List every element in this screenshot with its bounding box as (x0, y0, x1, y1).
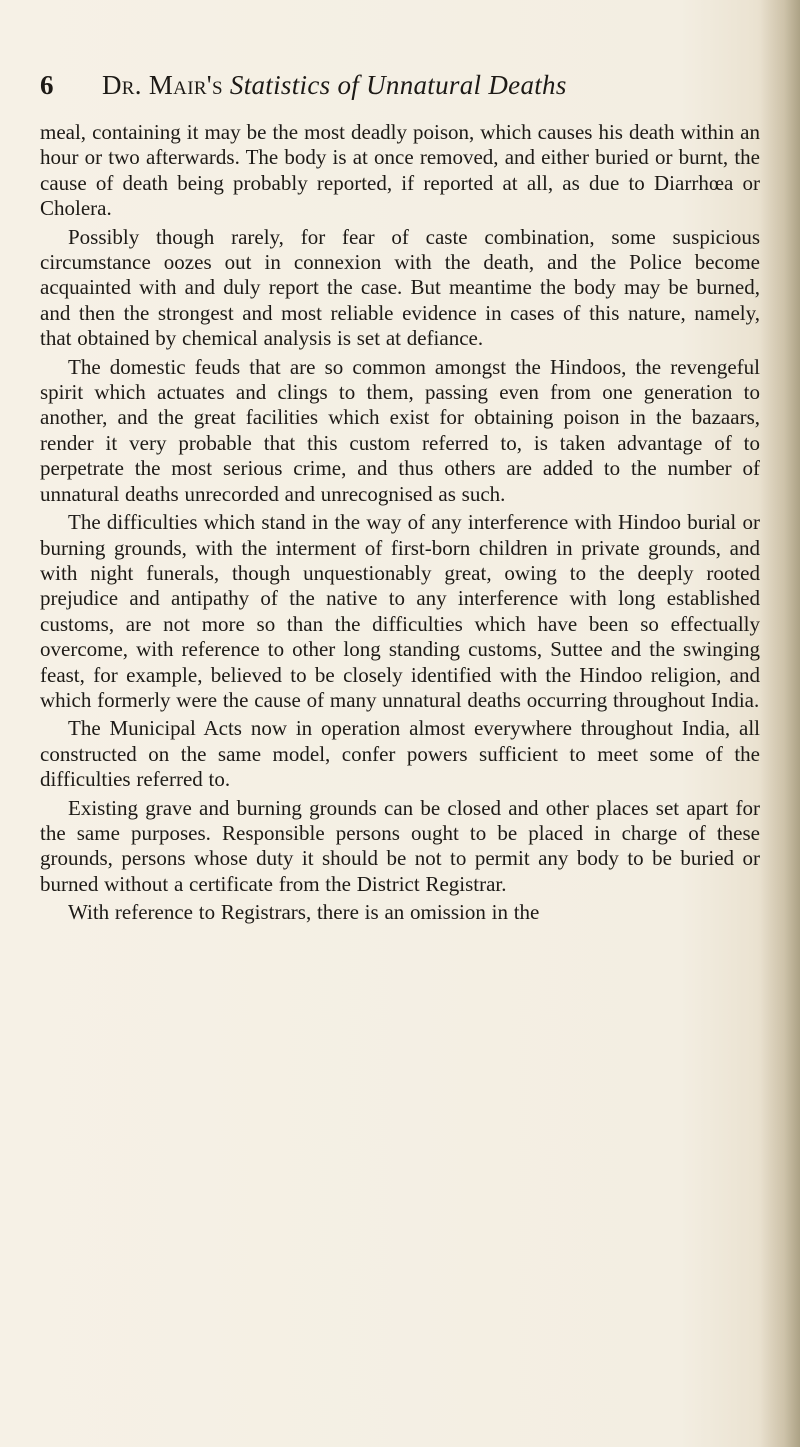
paragraph-1: meal, containing it may be the most deadly poison, which causes his death within an hour or two afterwards. The body is at once removed, and either buried or burnt, the cause of death being probably reported, if reported at all, as due to Diarrhœa or Cholera. (40, 120, 760, 221)
paragraph-4: The difficulties which stand in the way of any interference with Hindoo burial or burning grounds, with the interment of first-born children in private grounds, and with night funerals, though unquestionably great, owing to the deeply rooted prejudice and antipathy of the native to any interference with long established customs, are not more so than the difficulties which have been so effectually overcome, with reference to other long standing customs, Suttee and the swinging feast, for example, believed to be closely identified with the Hindoo religion, and which formerly were the cause of many unnatural deaths occurring throughout India. (40, 510, 760, 712)
running-head (102, 70, 567, 101)
paragraph-7: With reference to Registrars, there is an omission in the (68, 900, 540, 925)
running-head-title: Statistics of Unnatural Deaths (229, 70, 567, 100)
paragraph-3: The domestic feuds that are so common amongst the Hindoos, the revengeful spirit which actuates and clings to them, passing even from one generation to another, and the great facilities which exist for obtaining poison in the bazaars, render it very probable that this custom referred to, is taken advantage of to perpetrate the most serious crime, and thus others are added to the number of unnatural deaths unrecorded and unrecognised as such. (40, 354, 760, 506)
page-header (40, 70, 770, 110)
page-edge-shadow (760, 0, 800, 1447)
paragraph-2: Possibly though rarely, for fear of caste combination, some suspicious circumstance oozes out in connexion with the death, and the Police become acquainted with and duly report the case. But meantime the body may be burned, and then the strongest and most reliable evidence in cases of this nature, namely, that obtained by chemical analysis is set at defiance. (40, 224, 760, 351)
paragraph-6: Existing grave and burning grounds can be closed and other places set apart for the same purposes. Responsible persons ought to be placed in charge of these grounds, persons whose duty it should be not to permit any body to be buried or burned without a certificate from the District Registrar. (40, 795, 760, 896)
paragraph-5: The Municipal Acts now in operation almost everywhere throughout India, all constructed on the same model, confer powers sufficient to meet some of the difficulties referred to. (40, 716, 760, 792)
body-text (40, 120, 760, 929)
page-number: 6 (40, 70, 54, 100)
running-head-author: Dr. Mair's (102, 70, 223, 100)
